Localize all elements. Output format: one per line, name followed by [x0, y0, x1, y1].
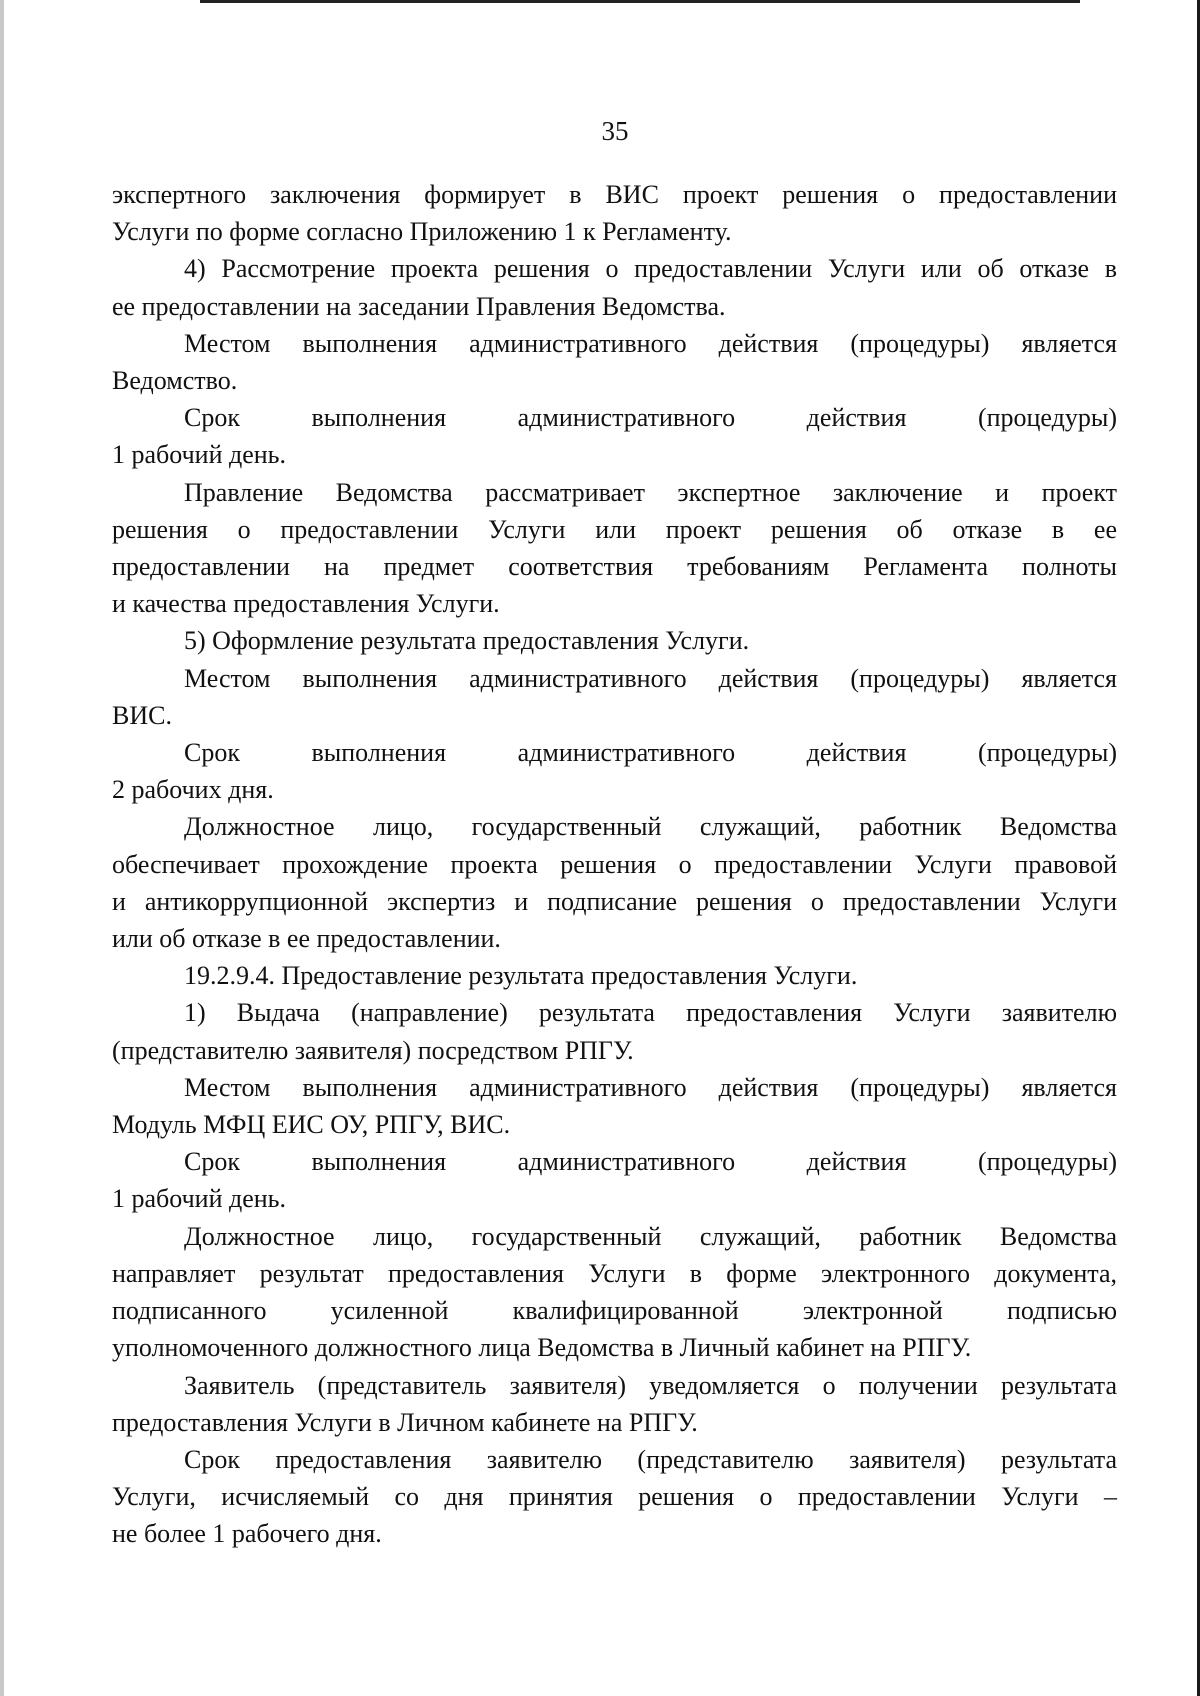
paragraph: [112, 399, 1117, 473]
text-line: Срок выполнения административного действия (процедуры): [184, 738, 1117, 768]
text-line: Ведомство.: [112, 366, 238, 396]
text-line: не более 1 рабочего дня.: [112, 1519, 382, 1549]
text-line: решения о предоставлении Услуги или проект решения об отказе в ее: [112, 514, 1117, 544]
text-line: предоставления Услуги в Личном кабинете на РПГУ.: [112, 1407, 698, 1437]
text-line: ВИС.: [112, 700, 172, 730]
paragraph: [112, 176, 1117, 250]
text-line: Должностное лицо, государственный служащий, работник Ведомства: [184, 812, 1117, 842]
paragraph: [112, 250, 1117, 324]
text-line: 19.2.9.4. Предоставление результата предоставления Услуги.: [184, 961, 858, 991]
text-line: Модуль МФЦ ЕИС ОУ, РПГУ, ВИС.: [112, 1110, 511, 1140]
text-line: экспертного заключения формирует в ВИС проект решения о предоставлении: [112, 180, 1117, 209]
paragraph: [112, 957, 1117, 994]
text-line: 2 рабочих дня.: [112, 775, 274, 805]
text-line: Услуги по форме согласно Приложению 1 к Регламенту.: [112, 217, 732, 247]
text-line: 1) Выдача (направление) результата предоставления Услуги заявителю: [184, 998, 1117, 1028]
text-line: и антикоррупционной экспертиз и подписание решения о предоставлении Услуги: [112, 886, 1117, 916]
text-line: ее предоставлении на заседании Правления Ведомства.: [112, 291, 726, 321]
paragraph: [112, 622, 1117, 659]
text-line: предоставлении на предмет соответствия требованиям Регламента полноты: [112, 552, 1117, 582]
text-line: Услуги, исчисляемый со дня принятия решения о предоставлении Услуги –: [112, 1482, 1117, 1512]
text-line: 5) Оформление результата предоставления Услуги.: [184, 626, 750, 656]
text-line: Должностное лицо, государственный служащий, работник Ведомства: [184, 1221, 1117, 1251]
text-line: (представителю заявителя) посредством РПГУ.: [112, 1035, 634, 1065]
text-line: обеспечивает прохождение проекта решения о предоставлении Услуги правовой: [112, 849, 1117, 879]
text-line: Срок выполнения административного действия (процедуры): [184, 403, 1117, 433]
text-line: Заявитель (представитель заявителя) уведомляется о получении результата: [184, 1370, 1117, 1400]
paragraph: [112, 734, 1117, 808]
text-line: Местом выполнения административного действия (процедуры) является: [184, 1072, 1117, 1102]
paragraph: [112, 1143, 1117, 1217]
text-line: направляет результат предоставления Услуги в форме электронного документа,: [112, 1258, 1117, 1288]
text-line: уполномоченного должностного лица Ведомства в Личный кабинет на РПГУ.: [112, 1333, 972, 1363]
paragraph: [112, 474, 1117, 623]
text-line: Правление Ведомства рассматривает экспертное заключение и проект: [184, 477, 1117, 507]
text-line: Срок предоставления заявителю (представителю заявителя) результата: [184, 1444, 1117, 1474]
text-line: 1 рабочий день.: [112, 440, 287, 470]
page-number: 35: [601, 116, 629, 146]
text-line: 4) Рассмотрение проекта решения о предоставлении Услуги или об отказе в: [184, 254, 1117, 284]
document-body: [112, 176, 1117, 1553]
paragraph: [112, 1367, 1117, 1441]
paragraph: [112, 994, 1117, 1068]
text-line: или об отказе в ее предоставлении.: [112, 924, 501, 954]
paragraph: [112, 808, 1117, 957]
paragraph: [112, 1441, 1117, 1553]
text-line: Местом выполнения административного действия (процедуры) является: [184, 663, 1117, 693]
text-line: и качества предоставления Услуги.: [112, 589, 500, 619]
paragraph: [112, 660, 1117, 734]
text-line: подписанного усиленной квалифицированной электронной подписью: [112, 1296, 1117, 1326]
paragraph: [112, 1218, 1117, 1367]
text-line: Срок выполнения административного действия (процедуры): [184, 1147, 1117, 1177]
scan-top-rule: [200, 0, 1080, 3]
paragraph: [112, 325, 1117, 399]
paragraph: [112, 1069, 1117, 1143]
text-line: 1 рабочий день.: [112, 1184, 287, 1214]
scan-left-edge: [0, 0, 4, 1696]
text-line: Местом выполнения административного действия (процедуры) является: [184, 328, 1117, 358]
